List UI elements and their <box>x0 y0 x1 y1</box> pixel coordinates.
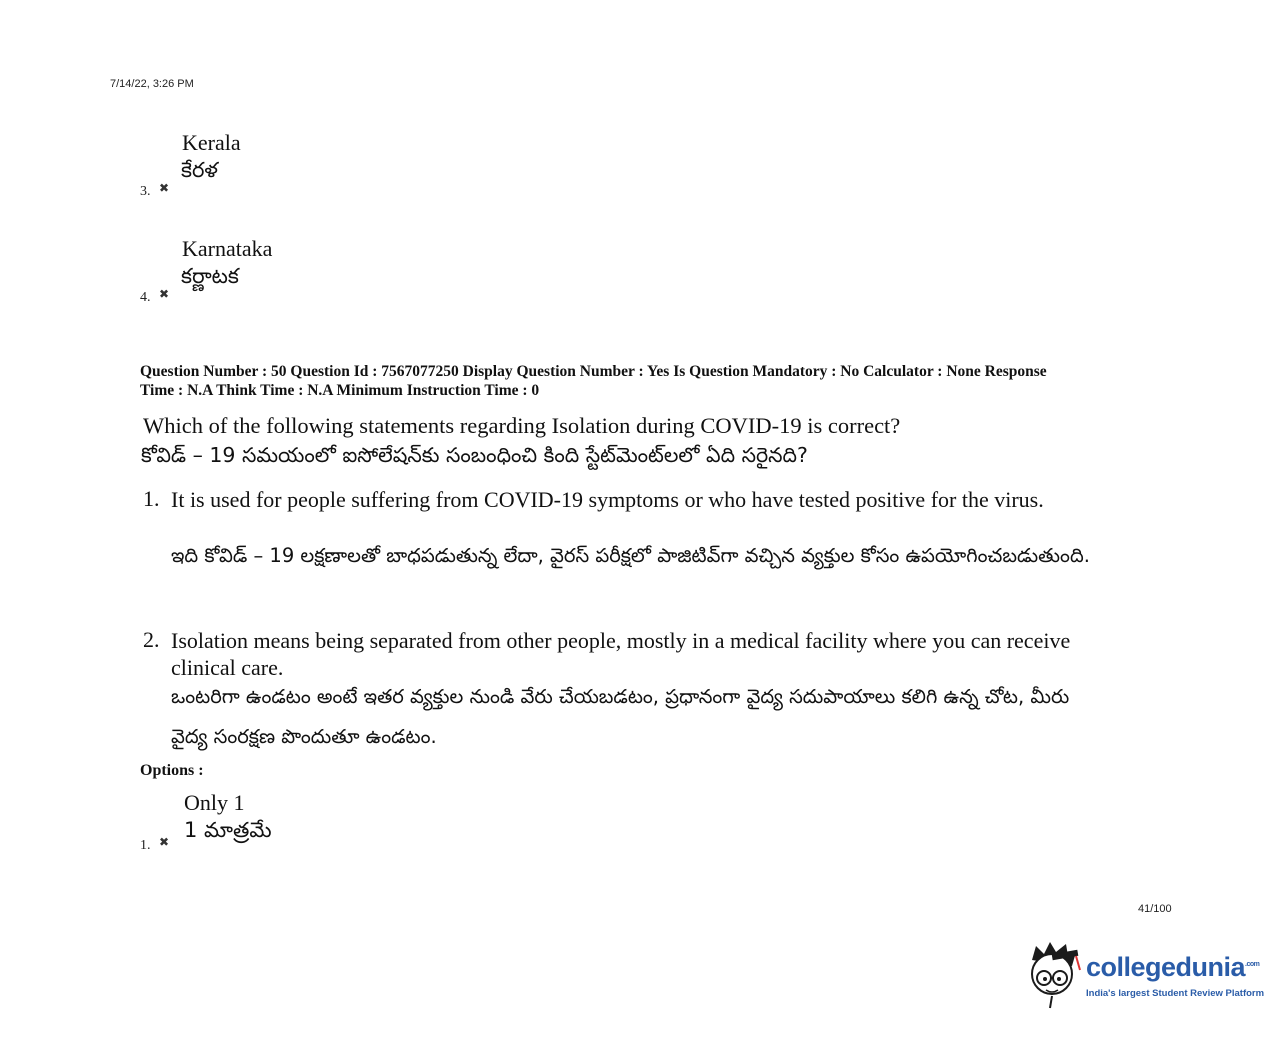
option-1-number: 1. <box>140 838 151 853</box>
question-meta-line-2: Time : N.A Think Time : N.A Minimum Instruction Time : 0 <box>140 382 540 399</box>
question-meta-line-1: Question Number : 50 Question Id : 7567077250 Display Question Number : Yes Is Question Mandatory : No Calculator : None Response <box>140 363 1047 380</box>
option-3-text-te: కేరళ <box>181 158 218 182</box>
question-meta <box>140 362 1170 400</box>
collegedunia-mascot-logo <box>1022 938 1086 1015</box>
brand-tagline: India's largest Student Review Platform <box>1086 988 1265 999</box>
option-3-number: 3. <box>140 184 151 199</box>
statement-1-number: 1. <box>143 486 160 511</box>
collegedunia-brand <box>1086 952 1259 983</box>
statement-2-text-te: ఒంటరిగా ఉండటం అంటే ఇతర వ్యక్తుల నుండి వేరు చేయబడటం, ప్రధానంగా వైద్య సదుపాయాలు కలిగి ఉన్న చోట, మీరు వైద్య సంరక్షణ పొందుతూ ఉండటం. <box>171 685 1070 748</box>
wrong-mark-icon: ✖ <box>159 181 170 195</box>
statement-2-number: 2. <box>143 627 160 652</box>
question-text-en: Which of the following statements regarding Isolation during COVID-19 is correct? <box>143 413 901 438</box>
wrong-mark-icon: ✖ <box>159 835 170 849</box>
statement-2-text-en: Isolation means being separated from other people, mostly in a medical facility where you can receive clinical care. <box>171 628 1071 680</box>
option-4-text-te: కర్ణాటక <box>181 264 239 288</box>
print-timestamp: 7/14/22, 3:26 PM <box>110 78 194 90</box>
page-number: 41/100 <box>1138 903 1172 915</box>
option-1-text-te: 1 మాత్రమే <box>184 818 272 842</box>
statement-1-text-en: It is used for people suffering from COVID-19 symptoms or who have tested positive for the virus. <box>171 487 1044 512</box>
option-3-text-en: Kerala <box>182 130 241 155</box>
options-label: Options : <box>140 762 204 779</box>
option-4-number: 4. <box>140 290 151 305</box>
question-text-te: కోవిడ్ – 19 సమయంలో ఐసోలేషన్‌కు సంబంధించి కింది స్టేట్‌మెంట్‌లలో ఏది సరైనది? <box>141 443 808 467</box>
brand-name: collegedunia <box>1086 952 1246 982</box>
statement-1-text-te: ఇది కోవిడ్ – 19 లక్షణాలతో బాధపడుతున్న లేదా, వైరస్ పరీక్షలో పాజిటివ్‌గా వచ్చిన వ్యక్తుల కోసం ఉపయోగించబడుతుంది. <box>171 544 1090 567</box>
brand-tld: .com <box>1245 961 1260 968</box>
option-4-text-en: Karnataka <box>182 236 273 261</box>
wrong-mark-icon: ✖ <box>159 287 170 301</box>
option-1-text-en: Only 1 <box>184 790 245 815</box>
